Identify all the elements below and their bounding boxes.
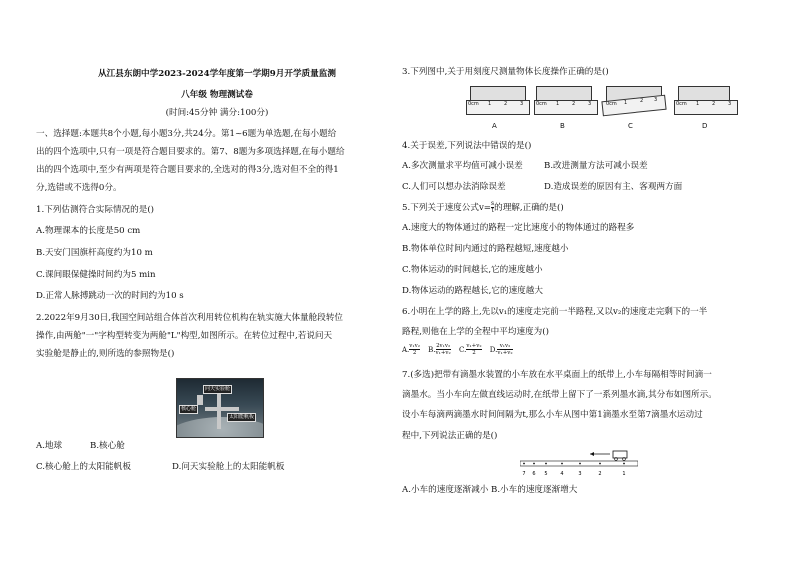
q6-option-c	[458, 343, 482, 356]
q5-stem-suffix: 的理解,正确的是()	[494, 203, 564, 213]
ruler-a-mark: 0cm	[468, 101, 479, 107]
ruler-c-mark: 0cm	[606, 101, 617, 107]
q6-option-a-num: v₁v₂	[409, 343, 420, 349]
ink-drop	[561, 463, 563, 465]
ink-drop	[533, 463, 535, 465]
ruler-a-mark: 1	[488, 101, 492, 107]
ruler-b-mark: 2	[572, 101, 576, 107]
q7-options-line: A.小车的速度逐渐减小 B.小车的速度逐渐增大	[402, 485, 578, 495]
ruler-c-mark: 3	[654, 97, 658, 103]
q6-option-a-den: 2	[412, 350, 417, 356]
q6-option-b-label: B.	[428, 345, 436, 354]
ink-drop	[523, 463, 525, 465]
ruler-d-mark: 1	[696, 101, 700, 107]
ruler-c-mark: 1	[624, 100, 628, 106]
arrow-left-icon	[590, 452, 594, 456]
q6-option-d	[489, 343, 513, 356]
q6-option-b-num: 2v₁v₂	[436, 343, 451, 349]
cart-icon	[613, 451, 627, 458]
ruler-a-mark: 3	[520, 101, 524, 107]
label-d: D	[702, 122, 708, 130]
ruler-d-mark: 0cm	[676, 101, 687, 107]
drop-number: 2	[598, 471, 602, 477]
q5-option-c: C.物体运动的时间越长,它的速度越小	[402, 265, 543, 275]
q2-stem-line: 操作,由两舱"一"字构型转变为两舱"L"构型,如图所示。在转位过程中,若说问天	[36, 331, 333, 341]
q6-option-c-num: v₁+v₂	[466, 343, 482, 349]
q7-stem-line: 程中,下列说法正确的是()	[402, 431, 498, 441]
q1-option-a: A.物理课本的长度是50 cm	[36, 226, 141, 236]
ruler-b-mark: 3	[588, 101, 592, 107]
q4-option-a: A.多次测量求平均值可减小误差	[402, 161, 523, 171]
q5-stem-prefix: 5.下列关于速度公式v=	[402, 203, 492, 213]
label-wentian: 问天实验舱	[205, 386, 231, 392]
space-station-figure	[176, 378, 264, 438]
q7-stem-line: 滴墨水。当小车向左做直线运动时,在纸带上留下了一系列墨水滴,其分布如图所示。	[402, 390, 717, 400]
q6-option-d-label: D.	[489, 345, 498, 354]
ruler-b-mark: 1	[556, 101, 560, 107]
ruler-b-mark: 0cm	[536, 101, 547, 107]
label-c: C	[628, 122, 633, 130]
q2-option-d: D.问天实验舱上的太阳能帆板	[172, 462, 285, 472]
q4-option-d: D.造成误差的原因有主、客观两方面	[544, 182, 683, 192]
q1-option-d: D.正常人脉搏跳动一次的时间约为10 s	[36, 291, 184, 301]
exam-time-info: (时间:45分钟 满分:100分)	[165, 108, 269, 118]
q5-option-d: D.物体运动的路程越长,它的速度越大	[402, 286, 543, 296]
ruler-c-mark: 2	[640, 98, 644, 104]
drop-number: 3	[578, 471, 582, 477]
section1-intro-line: 分,选错或不选得0分。	[36, 183, 122, 193]
drop-number: 4	[560, 471, 564, 477]
exam-title: 从江县东朗中学2023-2024学年度第一学期9月开学质量监测	[98, 69, 336, 79]
q5-stem	[402, 201, 564, 214]
q2-stem-line: 实验舱是静止的,则所选的参照物是()	[36, 349, 175, 359]
q2-option-c: C.核心舱上的太阳能帆板	[36, 462, 131, 472]
section1-intro-line: 出的四个选项中,只有一项是符合题目要求的。第7、8题为多项选择题,在每小题给	[36, 147, 345, 157]
label-core-module: 核心舱	[181, 406, 197, 412]
solar-panel-shape	[205, 407, 239, 411]
q6-option-b-den: v₁+v₂	[435, 350, 451, 356]
q6-option-a-label: A.	[402, 345, 410, 354]
q6-option-b	[428, 343, 451, 356]
q7-stem-line: 设小车每滴两滴墨水时间间隔为t,那么小车从图中第1滴墨水至第7滴墨水运动过	[402, 410, 703, 420]
ruler-d-mark: 3	[728, 101, 732, 107]
q6-stem-line: 路程,则他在上学的全程中平均速度为()	[402, 327, 549, 337]
q4-stem: 4.关于误差,下列说法中错误的是()	[402, 141, 532, 151]
ink-drop	[599, 463, 601, 465]
ink-drop	[545, 463, 547, 465]
q5-option-a: A.速度大的物体通过的路程一定比速度小的物体通过的路程多	[402, 223, 635, 233]
q1-option-b: B.天安门国旗杆高度约为10 m	[36, 248, 153, 258]
q2-option-a: A.地球	[36, 441, 63, 451]
q5-formula-den: t	[491, 207, 494, 214]
q6-stem-line: 6.小明在上学的路上,先以v₁的速度走完前一半路程,又以v₂的速度走完剩下的一半	[402, 307, 708, 317]
drop-number: 5	[544, 471, 548, 477]
q3-rulers-figure	[466, 84, 746, 136]
label-solar-panel: 太阳能帆板	[229, 414, 255, 420]
q5-formula-num: s	[491, 200, 495, 207]
q4-option-b: B.改进测量方法可减小误差	[544, 161, 648, 171]
q2-option-b: B.核心舱	[90, 441, 125, 451]
label-a: A	[492, 122, 497, 130]
paper-tape	[520, 461, 638, 466]
q6-options	[402, 343, 513, 356]
q7-stem-line: 7.(多选)把带有滴墨水装置的小车放在水平桌面上的纸带上,小车每隔相等时间滴一	[402, 370, 712, 380]
ink-drop	[623, 463, 625, 465]
section1-intro-line: 出的四个选项中,至少有两项是符合题目要求的,全选对的得3分,选对但不全的得1	[36, 165, 339, 175]
ruler-a-mark: 2	[504, 101, 508, 107]
q1-stem: 1.下列估测符合实际情况的是()	[36, 205, 155, 215]
q6-option-c-den: 2	[472, 350, 476, 356]
q6-option-c-label: C.	[458, 345, 467, 354]
q5-option-b: B.物体单位时间内通过的路程越短,速度越小	[402, 244, 569, 254]
label-b: B	[560, 122, 565, 130]
exam-subtitle: 八年级 物理测试卷	[181, 90, 253, 100]
q1-option-c: C.课间眼保健操时间约为5 min	[36, 270, 156, 280]
ink-drops-figure	[520, 450, 638, 480]
ruler-d-mark: 2	[712, 101, 716, 107]
q3-stem: 3.下列图中,关于用刻度尺测量物体长度操作正确的是()	[402, 67, 609, 77]
q6-option-d-num: v₁v₂	[497, 343, 512, 350]
drop-number: 6	[532, 471, 536, 477]
q4-option-c: C.人们可以想办法消除误差	[402, 182, 506, 192]
q6-option-a	[402, 343, 420, 356]
drop-number: 7	[522, 471, 526, 477]
q2-stem-line: 2.2022年9月30日,我国空间站组合体首次利用转位机构在轨实施大体量舱段转位	[36, 313, 344, 323]
ink-drop	[579, 463, 581, 465]
section1-intro-line: 一、选择题:本题共8个小题,每小题3分,共24分。第1~6题为单选题,在每小题给	[36, 129, 337, 139]
q6-option-d-den: v₁+v₂	[497, 350, 513, 356]
solar-panel-shape	[197, 395, 203, 405]
drop-number: 1	[622, 471, 626, 477]
